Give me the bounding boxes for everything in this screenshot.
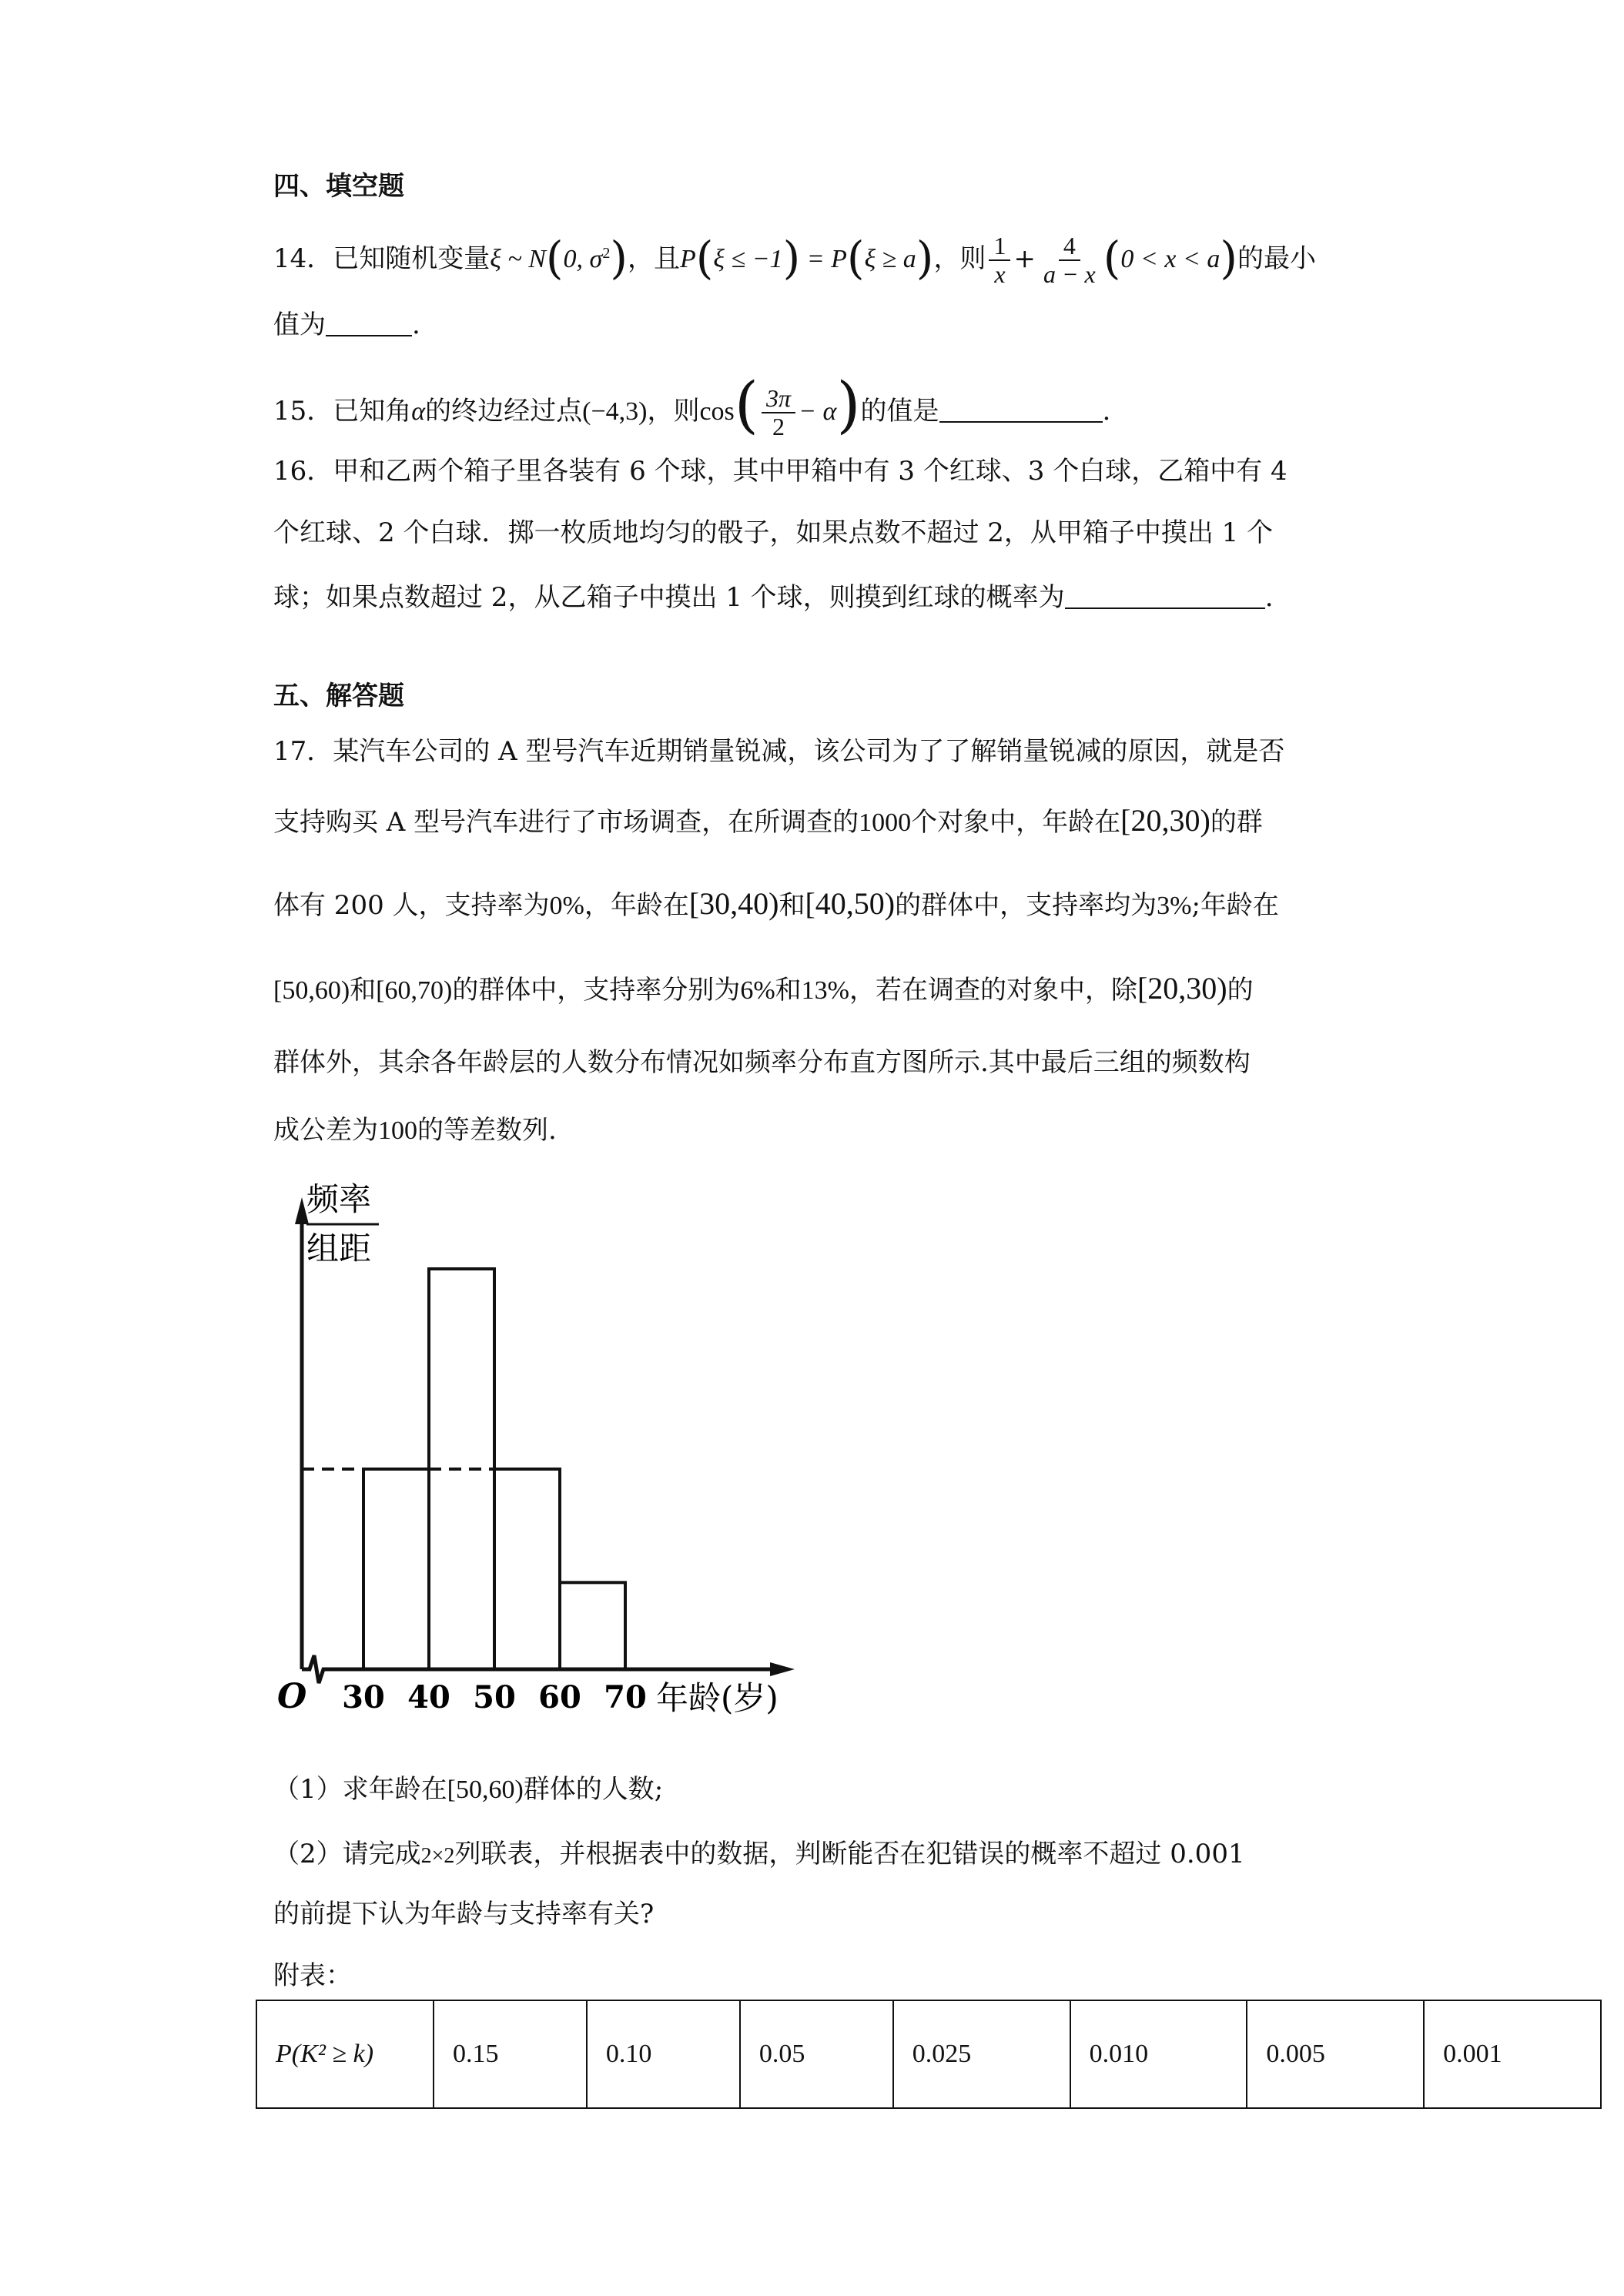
question-17-line-1: 17．某汽车公司的 A 型号汽车近期销量锐减，该公司为了了解销量锐减的原因，就是否 bbox=[273, 736, 1285, 767]
x-axis-arrow-icon bbox=[770, 1662, 795, 1676]
x-tick-label: 30 bbox=[342, 1679, 385, 1715]
question-14-line-1: 14．已知随机变量ξ ~ N(0, $\sigma^2$)，且P(ξ ≤ −1) = P(ξ ≥ a)，则 $\frac{1}{x}$ + $\frac{4}{a - x}$ (0 < x < a)的最小 bbox=[273, 232, 1316, 289]
table-cell: 0.15 bbox=[434, 2000, 587, 2108]
x-tick-label: 60 bbox=[538, 1679, 581, 1715]
section-title-fill-in: 四、填空题 bbox=[273, 171, 404, 202]
table-cell: 0.025 bbox=[893, 2000, 1070, 2108]
fraction-1-over-x: $\frac{1}{x}$ bbox=[989, 233, 1010, 288]
x-axis-label: 年龄(岁) bbox=[656, 1679, 779, 1717]
section-title-answer: 五、解答题 bbox=[273, 681, 404, 711]
question-16-line-2: 个红球、2 个白球．掷一枚质地均匀的骰子，如果点数不超过 2，从甲箱子中摸出 1 个 bbox=[273, 517, 1274, 548]
fraction-4-over-a-minus-x: $\frac{4}{a - x}$ bbox=[1043, 232, 1096, 289]
question-17-line-3: 体有 200 人，支持率为0%，年龄在[30,40)和[40,50)的群体中，支持率均为3%;年龄在 bbox=[273, 886, 1279, 921]
histogram-bar bbox=[494, 1469, 560, 1669]
question-17-line-4: [50,60)和[60,70)的群体中，支持率分别为6%和13%，若在调查的对象中，除[20,30)的 bbox=[273, 971, 1254, 1006]
question-16-line-3: 球；如果点数超过 2，从乙箱子中摸出 1 个球，则摸到红球的概率为 . bbox=[273, 582, 1274, 613]
histogram-bar bbox=[363, 1469, 429, 1669]
question-17-line-6: 成公差为100的等差数列. bbox=[273, 1115, 557, 1146]
sub-question-1: （1）求年龄在[50,60)群体的人数; bbox=[273, 1774, 664, 1805]
x-tick-label: 50 bbox=[473, 1679, 516, 1715]
histogram-bar bbox=[560, 1582, 625, 1669]
question-17-line-2: 支持购买 A 型号汽车进行了市场调查，在所调查的1000个对象中，年龄在[20,30)的群 bbox=[273, 803, 1263, 838]
table-cell: 0.10 bbox=[587, 2000, 740, 2108]
table-cell: 0.010 bbox=[1070, 2000, 1247, 2108]
sub-question-2-line-2: 的前提下认为年龄与支持率有关? bbox=[273, 1899, 655, 1930]
question-15: 15．已知角α的终边经过点(−4,3)，则cos( $\frac{3\pi}{2}$ − α)的值是 . bbox=[273, 369, 1111, 441]
y-axis-label-top: 频率 bbox=[306, 1180, 372, 1218]
x-tick-label: 40 bbox=[407, 1679, 450, 1715]
table-row bbox=[256, 2000, 1601, 2108]
table-cell: 0.005 bbox=[1247, 2000, 1424, 2108]
x-tick-label: 70 bbox=[604, 1679, 647, 1715]
y-axis-label-bottom: 组距 bbox=[306, 1230, 372, 1267]
table-cell: 0.001 bbox=[1424, 2000, 1601, 2108]
question-17-line-5: 群体外，其余各年龄层的人数分布情况如频率分布直方图所示.其中最后三组的频数构 bbox=[273, 1047, 1251, 1078]
appendix-label: 附表： bbox=[273, 1960, 352, 1991]
table-header-cell: P(K² ≥ k) bbox=[256, 2000, 434, 2108]
table-cell: 0.05 bbox=[740, 2000, 893, 2108]
question-16-line-1: 16．甲和乙两个箱子里各装有 6 个球，其中甲箱中有 3 个红球、3 个白球，乙箱中有 4 bbox=[273, 456, 1287, 487]
sub-question-2-line-1: （2）请完成2×2列联表，并根据表中的数据，判断能否在犯错误的概率不超过 0.001 bbox=[273, 1839, 1245, 1869]
origin-label: O bbox=[277, 1677, 307, 1716]
critical-value-table bbox=[256, 2000, 1602, 2109]
fraction-3pi-over-2: $\frac{3\pi}{2}$ bbox=[762, 385, 795, 440]
question-14-line-2: 值为 . bbox=[273, 310, 420, 340]
